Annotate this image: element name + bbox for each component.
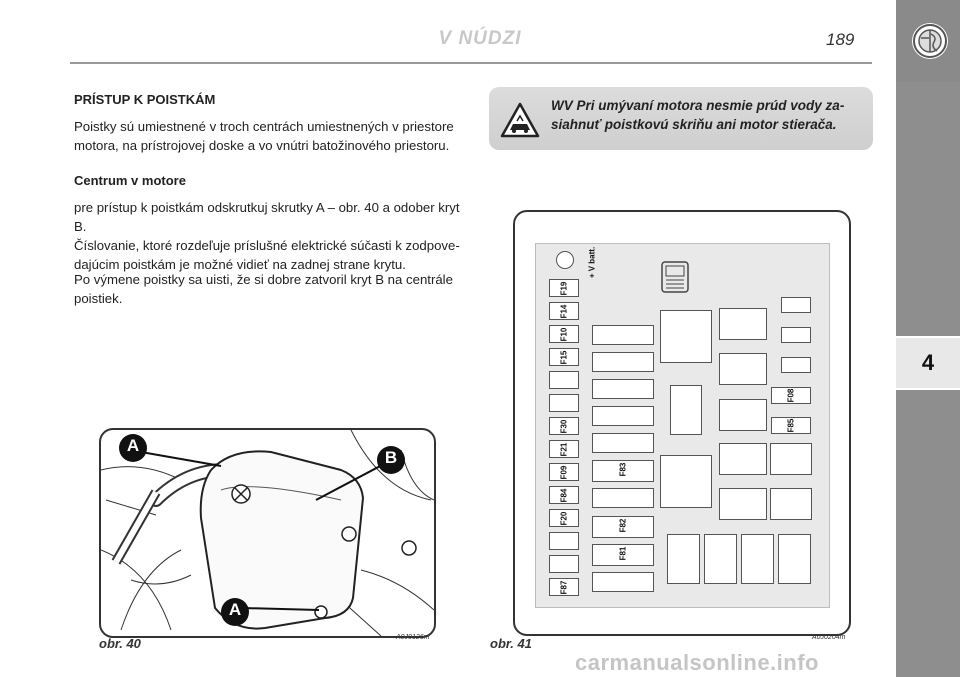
figure-41-code: A0J0204m (812, 634, 846, 641)
vbatt-label: + V batt. (587, 246, 597, 279)
figure-40-code: A0J0126m (396, 634, 430, 641)
callout-a-top: A (126, 436, 140, 455)
relay-slot (719, 353, 767, 385)
fuse-slot (549, 555, 579, 573)
fuse-f83-label: F83 (618, 462, 628, 477)
fuse-f20 (549, 509, 579, 527)
relay-icon (656, 258, 696, 296)
fuse-slot (592, 379, 654, 399)
fuse-slot (549, 532, 579, 550)
fuse-label: F87 (559, 580, 569, 595)
relay-slot (719, 308, 767, 340)
relay-slot (660, 455, 712, 508)
warning-text: WV Pri umývaní motora nesmie prúd vody za-siahnuť poistkovú skriňu ani motor stierača. (551, 98, 845, 132)
fuse-slot (549, 371, 579, 389)
fuse-label: F21 (559, 442, 569, 457)
fuse-f15 (549, 348, 579, 366)
chapter-tab-4[interactable]: 4 (896, 336, 960, 390)
fuse-f81 (592, 544, 654, 566)
fuse-slot (592, 406, 654, 426)
fuse-f30 (549, 417, 579, 435)
section-heading: PRÍSTUP K POISTKÁM (74, 92, 216, 107)
paragraph-1: pre prístup k poistkám odskrutkuj skrutky A – obr. 40 a odober kryt B. (74, 200, 460, 234)
fuse-label: F30 (559, 419, 569, 434)
fuse-label: F15 (559, 350, 569, 365)
figure-40-frame (99, 428, 436, 638)
maxi-fuse-slot (667, 534, 700, 584)
figure-41-caption: obr. 41 (490, 636, 532, 651)
fuse-f87 (549, 578, 579, 596)
fuse-f08 (771, 387, 811, 404)
fuse-f82-label: F82 (618, 518, 628, 533)
relay-slot (770, 488, 812, 520)
paragraph-2: Číslovanie, ktoré rozdeľuje príslušné elektrické súčasti k zodpove-dajúcim poistkám je možné vidieť na zadnej strane krytu. (74, 238, 460, 272)
fuse-f82 (592, 516, 654, 538)
battery-terminal (556, 251, 574, 269)
fuse-f85-label: F85 (786, 418, 796, 433)
fuse-f85 (771, 417, 811, 434)
watermark: carmanualsonline.info (575, 650, 819, 675)
callout-b: B (384, 448, 398, 467)
relay-slot (719, 443, 767, 475)
fuse-label: F14 (559, 304, 569, 319)
fuse-slot (592, 488, 654, 508)
header-divider (70, 62, 872, 64)
subheading: Centrum v motore (74, 173, 186, 188)
fuse-label: F09 (559, 465, 569, 480)
fuse-slot (781, 357, 811, 373)
fuse-label: F19 (559, 281, 569, 296)
fuse-label: F20 (559, 511, 569, 526)
fuse-slot (592, 433, 654, 453)
fuse-f21 (549, 440, 579, 458)
fuse-f83 (592, 460, 654, 482)
relay-slot (719, 399, 767, 431)
fuse-slot (592, 572, 654, 592)
fuse-f19 (549, 279, 579, 297)
fuse-f14 (549, 302, 579, 320)
fuse-slot (781, 327, 811, 343)
fuse-slot (781, 297, 811, 313)
fuse-f08-label: F08 (786, 388, 796, 403)
relay-slot (660, 310, 712, 363)
paragraph-3: Po výmene poistky sa uisti, že si dobre zatvoril kryt B na centrále poistiek. (74, 272, 453, 306)
fuse-slot (549, 394, 579, 412)
fuse-label: F10 (559, 327, 569, 342)
alfa-romeo-logo-icon (911, 22, 949, 60)
fuse-slot (592, 325, 654, 345)
relay-slot (770, 443, 812, 475)
relay-slot (719, 488, 767, 520)
fuse-slot (592, 352, 654, 372)
fuse-box-panel (535, 243, 830, 608)
fuse-f84 (549, 486, 579, 504)
page-number: 189 (826, 30, 855, 49)
relay-slot (670, 385, 702, 435)
maxi-fuse-slot (778, 534, 811, 584)
car-warning-icon (500, 102, 540, 138)
fuse-f81-label: F81 (618, 546, 628, 561)
intro-paragraph: Poistky sú umiestnené v troch centrách umiestnených v priestore motora, na prístrojovej doske a vo vnútri batožinového priestoru. (74, 119, 454, 153)
callout-a-bottom: A (228, 600, 242, 619)
fuse-f09 (549, 463, 579, 481)
maxi-fuse-slot (741, 534, 774, 584)
figure-40-caption: obr. 40 (99, 636, 141, 651)
fuse-f10 (549, 325, 579, 343)
fuse-label: F84 (559, 488, 569, 503)
chapter-title: V NÚDZI (438, 28, 522, 49)
maxi-fuse-slot (704, 534, 737, 584)
